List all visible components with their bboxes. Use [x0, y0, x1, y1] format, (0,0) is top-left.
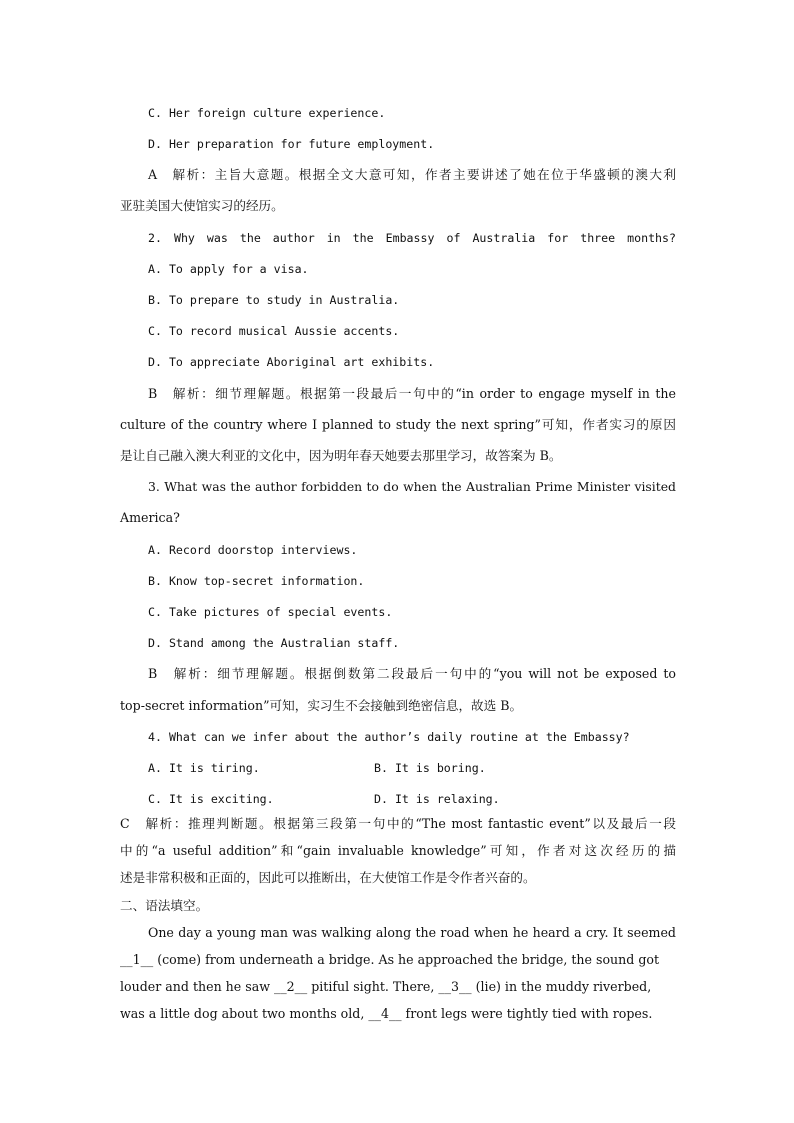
q1-option-d: D. Her preparation for future employment. [148, 137, 435, 151]
passage-line-3 [120, 979, 676, 995]
q2-option-b: B. To prepare to study in Australia. [148, 293, 400, 307]
q2-option-c: C. To record musical Aussie accents. [148, 324, 400, 338]
q1-answer-line-1: A 解析：主旨大意题。根据全文大意可知，作者主要讲述了她在位于华盛顿的澳大利 [148, 167, 676, 182]
blank-3[interactable]: __3__ [438, 979, 472, 994]
passage-line-4-text-a: was a little dog about two months old, [120, 1006, 369, 1021]
q3-option-b: B. Know top-secret information. [148, 574, 365, 588]
passage-line-2-text: (come) from underneath a bridge. As he approached the bridge, the sound got [153, 952, 660, 967]
passage-line-4-text-b: front legs were tightly tied with ropes. [401, 1006, 653, 1021]
q4-question: 4. What can we infer about the author’s daily routine at the Embassy? [148, 730, 630, 744]
q3-option-d: D. Stand among the Australian staff. [148, 636, 400, 650]
q2-answer-line-2: culture of the country where I planned to study the next spring”可知，作者实习的原因 [120, 417, 676, 432]
q2-answer-line-3: 是让自己融入澳大利亚的文化中，因为明年春天她要去那里学习，故答案为 B。 [120, 448, 562, 463]
q4-option-d: D. It is relaxing. [374, 792, 500, 806]
q3-option-a: A. Record doorstop interviews. [148, 543, 358, 557]
blank-4[interactable]: __4__ [368, 1006, 402, 1021]
q1-option-c: C. Her foreign culture experience. [148, 106, 386, 120]
section-heading: 二、语法填空。 [120, 898, 209, 913]
blank-1[interactable]: __1__ [120, 952, 154, 967]
q3-option-c: C. Take pictures of special events. [148, 605, 393, 619]
passage-line-4 [120, 1006, 676, 1022]
q3-answer-line-2: top-secret information”可知，实习生不会接触到绝密信息，故选 B。 [120, 698, 523, 713]
q2-option-d: D. To appreciate Aboriginal art exhibits. [148, 355, 435, 369]
q2-answer-line-1: B 解析：细节理解题。根据第一段最后一句中的“in order to engage myself in the [148, 386, 676, 401]
q3-question-line-2: America? [120, 510, 180, 525]
q2-option-a: A. To apply for a visa. [148, 262, 309, 276]
passage-line-3-text-c: (lie) in the muddy riverbed, [471, 979, 652, 994]
q4-answer-line-2: 中的“a useful addition”和“gain invaluable knowledge”可知，作者对这次经历的描 [120, 843, 676, 858]
q1-answer-line-2: 亚驻美国大使馆实习的经历。 [120, 198, 284, 213]
q3-question-line-1: 3. What was the author forbidden to do when the Australian Prime Minister visited [148, 479, 676, 494]
q4-option-a: A. It is tiring. [148, 761, 260, 775]
passage-line-3-text-a: louder and then he saw [120, 979, 275, 994]
q4-answer-line-3: 述是非常积极和正面的，因此可以推断出，在大使馆工作是令作者兴奋的。 [120, 870, 536, 885]
q4-answer-line-1: C 解析：推理判断题。根据第三段第一句中的“The most fantastic event”以及最后一段 [120, 816, 676, 831]
q3-answer-line-1: B 解析：细节理解题。根据倒数第二段最后一句中的“you will not be exposed to [148, 666, 676, 681]
q4-option-c: C. It is exciting. [148, 792, 274, 806]
passage-line-3-text-b: pitiful sight. There, [307, 979, 439, 994]
q2-question: 2. Why was the author in the Embassy of Australia for three months? [148, 231, 676, 245]
blank-2[interactable]: __2__ [274, 979, 308, 994]
q4-option-b: B. It is boring. [374, 761, 486, 775]
passage-line-1: One day a young man was walking along the road when he heard a cry. It seemed [148, 925, 676, 940]
passage-line-2 [120, 952, 676, 968]
